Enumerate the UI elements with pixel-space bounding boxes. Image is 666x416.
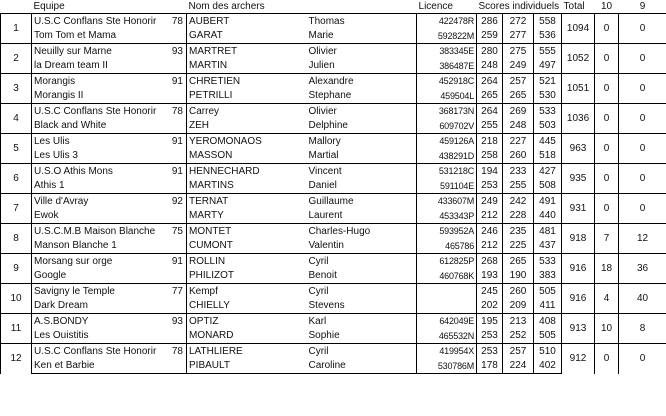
score-first-half: 259 — [477, 29, 503, 44]
team-name-cell — [32, 299, 187, 314]
team-name: Black and White — [34, 120, 107, 132]
tens-count: 0 — [595, 104, 619, 134]
team-name-cell — [32, 164, 187, 179]
team-name-cell — [32, 14, 187, 29]
team-total: 916 — [562, 284, 595, 314]
score-second-half: 252 — [503, 329, 534, 344]
team-name-cell — [32, 344, 187, 359]
team-name: U.S.O Athis Mons — [34, 165, 113, 177]
team-name-cell — [32, 134, 187, 149]
license-number: 465532N — [417, 329, 477, 344]
tens-count: 0 — [595, 194, 619, 224]
archer-firstname: Cyril — [307, 254, 417, 269]
score-second-half: 213 — [503, 314, 534, 329]
archer-surname: CUMONT — [189, 240, 233, 252]
score-first-half: 255 — [477, 119, 503, 134]
team-name: Google — [34, 270, 67, 282]
license-number: 591104E — [417, 179, 477, 194]
archer-surname: MONTET — [187, 224, 307, 239]
archer-surname: PIBAULT — [187, 359, 307, 374]
team-name: Les Ulis 3 — [34, 150, 78, 162]
header-archers: Nom des archers — [188, 1, 265, 12]
team-total: 1051 — [562, 74, 595, 104]
team-name: Dark Dream — [34, 300, 88, 312]
archer-surname: Carrey — [187, 104, 307, 119]
score-first-half: 248 — [477, 59, 503, 74]
archer-surname: ROLLIN — [187, 254, 307, 269]
team-name: Manson Blanche 1 — [34, 240, 117, 252]
team-name-cell — [32, 179, 187, 194]
score-first-half: 212 — [477, 209, 503, 224]
score-first-half: 280 — [477, 44, 503, 59]
score-first-half: 202 — [477, 299, 503, 314]
team-name: A.S.BONDY — [34, 315, 89, 327]
score-first-half: 212 — [477, 239, 503, 254]
score-second-half: 265 — [503, 254, 534, 269]
license-number: 642049E — [417, 314, 477, 329]
score-second-half: 257 — [503, 344, 534, 359]
header-team: Equipe — [33, 1, 65, 12]
archer-surname: CHIELLY — [189, 300, 230, 312]
team-total: 931 — [562, 194, 595, 224]
archer-firstname: Delphine — [307, 119, 417, 134]
score-individual-total: 437 — [534, 239, 562, 254]
tens-count: 0 — [595, 44, 619, 74]
score-individual-total: 440 — [534, 209, 562, 224]
rank-cell: 11 — [1, 314, 32, 344]
team-name-cell — [32, 359, 187, 374]
table-row — [1, 344, 666, 359]
archer-firstname: Benoit — [307, 269, 417, 284]
score-first-half: 249 — [477, 194, 503, 209]
score-first-half: 253 — [477, 344, 503, 359]
archer-firstname: Olivier — [307, 104, 417, 119]
nines-count: 0 — [619, 74, 666, 104]
team-name-cell — [32, 254, 187, 269]
archer-firstname: Sophie — [307, 329, 417, 344]
table-row — [1, 134, 666, 149]
table-row — [1, 194, 666, 209]
table-row — [1, 74, 666, 89]
archer-firstname: Stevens — [307, 299, 417, 314]
nines-count: 0 — [619, 104, 666, 134]
rank-cell: 6 — [1, 164, 32, 194]
team-total: 912 — [562, 344, 595, 374]
archer-surname: MARTIN — [189, 60, 228, 72]
rank-cell: 5 — [1, 134, 32, 164]
archer-surname: MARTINS — [189, 180, 234, 192]
table-row — [1, 14, 666, 29]
nines-count: 40 — [619, 284, 666, 314]
department-number: 93 — [171, 315, 183, 327]
score-second-half: 257 — [503, 74, 534, 89]
archer-surname: MASSON — [189, 150, 233, 162]
score-second-half: 235 — [503, 224, 534, 239]
score-individual-total: 411 — [534, 299, 562, 314]
archer-firstname: Vincent — [307, 164, 417, 179]
team-name: Savigny le Temple — [34, 285, 115, 297]
score-first-half: 264 — [477, 104, 503, 119]
header-scores: Scores individuels — [478, 1, 560, 12]
team-total: 935 — [562, 164, 595, 194]
score-individual-total: 533 — [534, 254, 562, 269]
archer-firstname: Alexandre — [307, 74, 417, 89]
department-number: 93 — [171, 45, 183, 57]
team-name: U.S.C Conflans Ste Honorir — [34, 345, 157, 357]
score-first-half: 178 — [477, 359, 503, 374]
rank-cell: 12 — [1, 344, 32, 374]
department-number: 91 — [171, 75, 183, 87]
score-second-half: 242 — [503, 194, 534, 209]
team-name: Ewok — [34, 210, 59, 222]
archer-surname: LATHLIERE — [187, 344, 307, 359]
department-number: 91 — [171, 135, 183, 147]
department-number: 77 — [171, 285, 183, 297]
score-first-half: 258 — [477, 149, 503, 164]
team-name-cell — [32, 329, 187, 344]
header-license: Licence — [418, 1, 453, 12]
header-total: Total — [563, 1, 585, 12]
score-second-half: 227 — [503, 134, 534, 149]
rank-cell: 4 — [1, 104, 32, 134]
score-second-half: 272 — [503, 14, 534, 29]
score-individual-total: 408 — [534, 314, 562, 329]
archer-surname: GARAT — [189, 30, 223, 42]
team-total: 1094 — [562, 14, 595, 44]
tens-count: 7 — [595, 224, 619, 254]
nines-count: 36 — [619, 254, 666, 284]
license-number: 452918C — [417, 74, 477, 89]
rank-cell: 8 — [1, 224, 32, 254]
table-row — [1, 284, 666, 299]
team-name-cell — [32, 239, 187, 254]
score-second-half: 209 — [503, 299, 534, 314]
header-tens: 10 — [600, 1, 613, 12]
score-individual-total: 533 — [534, 104, 562, 119]
table-row — [1, 224, 666, 239]
score-first-half: 264 — [477, 74, 503, 89]
license-number: 459126A — [417, 134, 477, 149]
license-number: 386487E — [417, 59, 477, 74]
archer-surname: MARTRET — [187, 44, 307, 59]
tens-count: 0 — [595, 344, 619, 374]
score-second-half: 260 — [503, 149, 534, 164]
team-name: Les Ouistitis — [34, 330, 89, 342]
score-individual-total: 558 — [534, 14, 562, 29]
team-name: Les Ulis — [34, 135, 70, 147]
archer-firstname: Cyril — [307, 344, 417, 359]
team-name: la Dream team II — [34, 60, 108, 72]
score-first-half: 253 — [477, 179, 503, 194]
archer-surname: OPTIZ — [187, 314, 307, 329]
nines-count: 0 — [619, 164, 666, 194]
team-name: Morangis — [34, 75, 76, 87]
score-second-half: 228 — [503, 209, 534, 224]
archer-surname: PHILIZOT — [189, 270, 235, 282]
nines-count: 0 — [619, 134, 666, 164]
score-second-half: 225 — [503, 239, 534, 254]
archer-firstname: Julien — [307, 59, 417, 74]
tens-count: 4 — [595, 284, 619, 314]
archer-firstname: Karl — [307, 314, 417, 329]
department-number: 91 — [171, 255, 183, 267]
archer-firstname: Marie — [307, 29, 417, 44]
license-number: 460768K — [417, 269, 477, 284]
department-number: 78 — [171, 105, 183, 117]
score-individual-total: 481 — [534, 224, 562, 239]
license-number: 609702V — [417, 119, 477, 134]
archer-surname: TERNAT — [187, 194, 307, 209]
team-name-cell — [32, 29, 187, 44]
team-total: 1036 — [562, 104, 595, 134]
score-individual-total: 536 — [534, 29, 562, 44]
score-individual-total: 383 — [534, 269, 562, 284]
department-number: 78 — [171, 15, 183, 27]
archer-surname: ZEH — [189, 120, 209, 132]
team-name-cell — [32, 74, 187, 89]
license-number: 438291D — [417, 149, 477, 164]
score-individual-total: 530 — [534, 89, 562, 104]
header-row — [1, 0, 666, 14]
team-total: 1052 — [562, 44, 595, 74]
archer-firstname: Charles-Hugo — [307, 224, 417, 239]
team-name-cell — [32, 194, 187, 209]
archer-firstname: Valentin — [307, 239, 417, 254]
archer-firstname: Guillaume — [307, 194, 417, 209]
score-individual-total: 521 — [534, 74, 562, 89]
team-name: U.S.C Conflans Ste Honorir — [34, 15, 157, 27]
team-name-cell — [32, 59, 187, 74]
score-individual-total: 510 — [534, 344, 562, 359]
nines-count: 0 — [619, 44, 666, 74]
team-name-cell — [32, 314, 187, 329]
rank-cell: 1 — [1, 14, 32, 44]
table-row — [1, 104, 666, 119]
score-second-half: 190 — [503, 269, 534, 284]
license-number: 368173N — [417, 104, 477, 119]
tens-count: 0 — [595, 14, 619, 44]
score-first-half: 218 — [477, 134, 503, 149]
nines-count: 12 — [619, 224, 666, 254]
rank-cell: 10 — [1, 284, 32, 314]
team-name: Morsang sur orge — [34, 255, 113, 267]
archer-firstname: Olivier — [307, 44, 417, 59]
archer-firstname: Cyril — [307, 284, 417, 299]
license-number: 592822M — [417, 29, 477, 44]
team-total: 913 — [562, 314, 595, 344]
score-individual-total: 505 — [534, 329, 562, 344]
archer-surname: PETRILLI — [189, 90, 233, 102]
score-individual-total: 427 — [534, 164, 562, 179]
score-second-half: 269 — [503, 104, 534, 119]
team-name: Tom Tom et Mama — [34, 30, 117, 42]
score-first-half: 195 — [477, 314, 503, 329]
archer-firstname: Thomas — [307, 14, 417, 29]
department-number: 78 — [171, 345, 183, 357]
score-individual-total: 508 — [534, 179, 562, 194]
score-second-half: 277 — [503, 29, 534, 44]
team-name-cell — [32, 224, 187, 239]
team-name-cell — [32, 89, 187, 104]
license-number — [417, 299, 477, 314]
score-second-half: 265 — [503, 89, 534, 104]
score-individual-total: 555 — [534, 44, 562, 59]
team-name: U.S.C Conflans Ste Honorir — [34, 105, 157, 117]
tens-count: 18 — [595, 254, 619, 284]
team-name-cell — [32, 104, 187, 119]
team-total: 916 — [562, 254, 595, 284]
score-first-half: 245 — [477, 284, 503, 299]
archer-surname: Kempf — [187, 284, 307, 299]
score-second-half: 255 — [503, 179, 534, 194]
rank-cell: 9 — [1, 254, 32, 284]
team-name-cell — [32, 149, 187, 164]
department-number: 75 — [171, 225, 183, 237]
archer-surname: HENNECHARD — [187, 164, 307, 179]
team-total: 918 — [562, 224, 595, 254]
team-name: U.S.C.M.B Maison Blanche — [34, 225, 156, 237]
score-individual-total: 518 — [534, 149, 562, 164]
score-second-half: 233 — [503, 164, 534, 179]
team-name: Ville d'Avray — [34, 195, 89, 207]
score-first-half: 193 — [477, 269, 503, 284]
license-number: 419954X — [417, 344, 477, 359]
license-number: 530786M — [417, 359, 477, 374]
nines-count: 0 — [619, 344, 666, 374]
rank-cell: 3 — [1, 74, 32, 104]
team-name: Neuilly sur Marne — [34, 45, 112, 57]
team-name-cell — [32, 44, 187, 59]
table-row — [1, 164, 666, 179]
table-row — [1, 314, 666, 329]
archer-surname: AUBERT — [187, 14, 307, 29]
archer-surname: MONARD — [189, 330, 234, 342]
license-number: 453343P — [417, 209, 477, 224]
archer-firstname: Caroline — [307, 359, 417, 374]
team-name: Athis 1 — [34, 180, 65, 192]
score-second-half: 224 — [503, 359, 534, 374]
team-total: 963 — [562, 134, 595, 164]
rank-cell: 7 — [1, 194, 32, 224]
license-number: 459504L — [417, 89, 477, 104]
license-number: 433607M — [417, 194, 477, 209]
nines-count: 8 — [619, 314, 666, 344]
score-individual-total: 402 — [534, 359, 562, 374]
license-number — [417, 284, 477, 299]
nines-count: 0 — [619, 14, 666, 44]
team-name: Morangis II — [34, 90, 84, 102]
rank-cell: 2 — [1, 44, 32, 74]
tens-count: 0 — [595, 74, 619, 104]
license-number: 612825P — [417, 254, 477, 269]
team-name-cell — [32, 284, 187, 299]
score-first-half: 268 — [477, 254, 503, 269]
department-number: 92 — [171, 195, 183, 207]
score-individual-total: 445 — [534, 134, 562, 149]
archer-firstname: Stephane — [307, 89, 417, 104]
score-second-half: 260 — [503, 284, 534, 299]
archer-firstname: Laurent — [307, 209, 417, 224]
score-first-half: 265 — [477, 89, 503, 104]
archer-surname: YEROMONAOS — [187, 134, 307, 149]
score-second-half: 249 — [503, 59, 534, 74]
tens-count: 0 — [595, 134, 619, 164]
score-individual-total: 491 — [534, 194, 562, 209]
license-number: 465786 — [417, 239, 477, 254]
team-name-cell — [32, 209, 187, 224]
table-row — [1, 254, 666, 269]
tens-count: 0 — [595, 164, 619, 194]
score-individual-total: 503 — [534, 119, 562, 134]
tens-count: 10 — [595, 314, 619, 344]
score-first-half: 286 — [477, 14, 503, 29]
archer-surname: MARTY — [189, 210, 224, 222]
score-first-half: 253 — [477, 329, 503, 344]
license-number: 593952A — [417, 224, 477, 239]
department-number: 91 — [171, 165, 183, 177]
team-name: Ken et Barbie — [34, 360, 95, 372]
license-number: 531218C — [417, 164, 477, 179]
score-first-half: 246 — [477, 224, 503, 239]
score-individual-total: 497 — [534, 59, 562, 74]
score-second-half: 248 — [503, 119, 534, 134]
nines-count: 0 — [619, 194, 666, 224]
table-row — [1, 44, 666, 59]
archer-firstname: Mallory — [307, 134, 417, 149]
score-second-half: 275 — [503, 44, 534, 59]
license-number: 383345E — [417, 44, 477, 59]
archer-firstname: Daniel — [307, 179, 417, 194]
header-nines: 9 — [639, 1, 646, 12]
score-first-half: 194 — [477, 164, 503, 179]
license-number: 422478R — [417, 14, 477, 29]
archer-surname: CHRETIEN — [187, 74, 307, 89]
team-name-cell — [32, 119, 187, 134]
team-name-cell — [32, 269, 187, 284]
score-individual-total: 505 — [534, 284, 562, 299]
archer-firstname: Martial — [307, 149, 417, 164]
